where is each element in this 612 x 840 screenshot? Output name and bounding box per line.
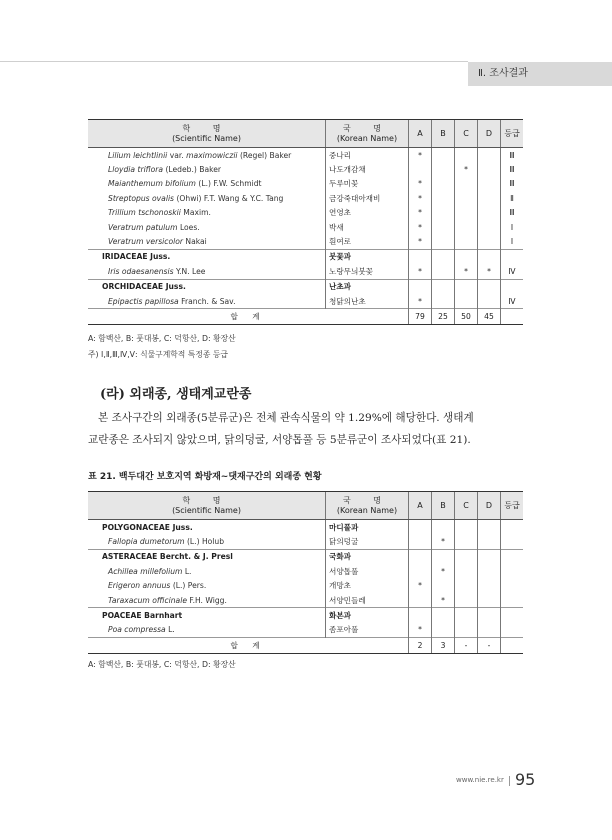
- table-row: Lloydia triflora (Ledeb.) Baker 나도개감채 * Ⅲ: [88, 162, 523, 176]
- table-row: Veratrum versicolor Nakai 흰여로 * Ⅰ: [88, 234, 523, 249]
- header-a: A: [409, 492, 432, 520]
- family-row: POACEAE Barnhart 화본과: [88, 608, 523, 623]
- table-row: Erigeron annuus (L.) Pers. 개망초 *: [88, 579, 523, 593]
- table-row: Maianthemum bifolium (L.) F.W. Schmidt 두루미꽃 * Ⅲ: [88, 177, 523, 191]
- table-caption: 표 21. 백두대간 보호지역 화방재~댓재구간의 외래종 현황: [88, 472, 322, 482]
- header-b: B: [432, 120, 455, 148]
- table-header-row: [88, 492, 523, 520]
- family-row: ASTERACEAE Bercht. & J. Presl 국화과: [88, 549, 523, 564]
- table-row: Taraxacum officinale F.H. Wigg. 서양민들레 *: [88, 593, 523, 608]
- header-grade: 등급: [501, 492, 524, 520]
- table-row: Veratrum patulum Loes. 박새 * Ⅰ: [88, 220, 523, 234]
- alien-species-table: [88, 491, 523, 654]
- header-korean-name: 국 명 (Korean Name): [326, 120, 409, 148]
- header-scientific-name: 학 명 (Scientific Name): [88, 120, 326, 148]
- section-title: (라) 외래종, 생태계교란종: [100, 387, 252, 402]
- family-row: IRIDACEAE Juss. 붓꽃과: [88, 249, 523, 264]
- legend-note-2: A: 함백산, B: 풋대봉, C: 덕항산, D: 황장산: [88, 660, 236, 669]
- table-header-row: [88, 120, 523, 148]
- total-row: 합 계 2 3 - -: [88, 638, 523, 653]
- table-row: Fallopia dumetorum (L.) Holub 닭의덩굴 *: [88, 534, 523, 549]
- family-row: ORCHIDACEAE Juss. 난초과: [88, 279, 523, 294]
- header-d: D: [478, 492, 501, 520]
- footnote: 주) Ⅰ,Ⅱ,Ⅲ,Ⅳ,Ⅴ: 식물구계학적 특정종 등급: [88, 350, 228, 359]
- rare-plants-table: [88, 119, 523, 325]
- table-row: Epipactis papillosa Franch. & Sav. 청닭의난초 * Ⅳ: [88, 294, 523, 309]
- header-rule: [0, 61, 468, 62]
- footer-url: www.nie.re.kr: [456, 776, 504, 784]
- header-grade: 등급: [501, 120, 524, 148]
- body-paragraph: 본 조사구간의 외래종(5분류군)은 전체 관속식물의 약 1.29%에 해당한다. 생태계 교란종은 조사되지 않았으며, 닭의덩굴, 서양톱풀 등 5분류군이 조사되었다(표 21).: [88, 412, 474, 446]
- table-row: Streptopus ovalis (Ohwi) F.T. Wang & Y.C. Tang 금강죽대아재비 * Ⅱ: [88, 191, 523, 205]
- header-b: B: [432, 492, 455, 520]
- family-row: POLYGONACEAE Juss. 마디풀과: [88, 520, 523, 535]
- table-row: Poa compressa L. 좀포아풀 *: [88, 623, 523, 638]
- header-c: C: [455, 492, 478, 520]
- footer-divider: [509, 776, 510, 786]
- total-row: 합 계 79 25 50 45: [88, 309, 523, 324]
- table-row: Trillium tschonoskii Maxim. 연영초 * Ⅲ: [88, 206, 523, 220]
- header-korean-name: 국 명 (Korean Name): [326, 492, 409, 520]
- header-d: D: [478, 120, 501, 148]
- table-row: Achillea millefolium L. 서양톱풀 *: [88, 564, 523, 578]
- table-row: Iris odaesanensis Y.N. Lee 노랑무늬붓꽃 * * * Ⅳ: [88, 264, 523, 279]
- page-number: 95: [515, 770, 536, 789]
- header-a: A: [409, 120, 432, 148]
- header-scientific-name: 학 명 (Scientific Name): [88, 492, 326, 520]
- legend-note: A: 함백산, B: 풋대봉, C: 덕항산, D: 황장산: [88, 334, 236, 343]
- header-c: C: [455, 120, 478, 148]
- chapter-tab: Ⅱ. 조사결과: [468, 62, 612, 86]
- table-row: Lilium leichtlinii var. maximowiczii (Regel) Baker 중나리 * Ⅲ: [88, 148, 523, 163]
